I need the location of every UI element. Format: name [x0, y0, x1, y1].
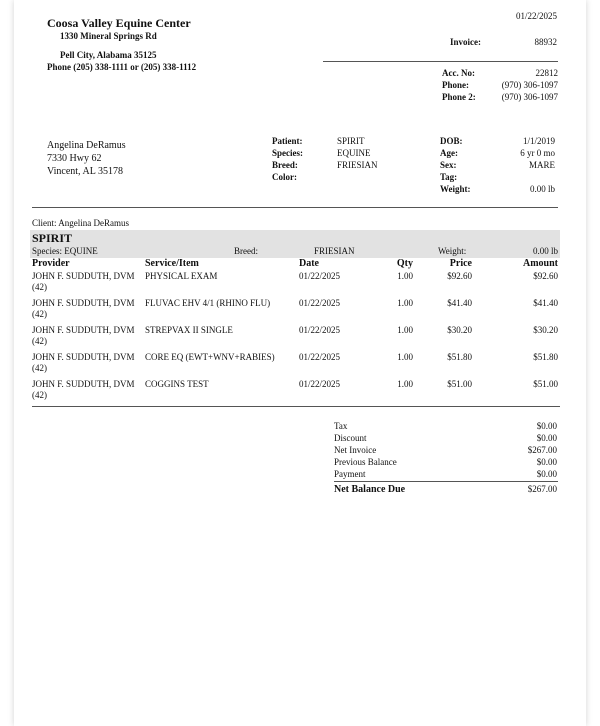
- patient-color: [337, 171, 378, 183]
- invoice-page: [14, 0, 586, 726]
- header-amount: Amount: [522, 258, 558, 269]
- client-address-line1: 7330 Hwy 62: [47, 153, 102, 164]
- table-row: [32, 298, 562, 326]
- row-provider: JOHN F. SUDDUTH, DVM: [32, 271, 135, 281]
- row-price: $51.80: [447, 352, 472, 362]
- net-balance-due-label: Net Balance Due: [334, 484, 406, 495]
- account-labels: [442, 67, 476, 103]
- row-amount: $51.00: [533, 379, 558, 389]
- clinic-address-line2: Pell City, Alabama 35125: [60, 50, 157, 60]
- row-date: 01/22/2025: [299, 325, 341, 335]
- net-balance-due-value: $267.00: [527, 484, 557, 494]
- totals-labels: [334, 420, 397, 480]
- client-line: Client: Angelina DeRamus: [32, 218, 129, 228]
- row-service: STREPVAX II SINGLE: [145, 325, 233, 335]
- row-date: 01/22/2025: [299, 352, 341, 362]
- table-row: [32, 379, 562, 407]
- header-divider: [323, 61, 558, 62]
- invoice-date: 01/22/2025: [515, 11, 557, 21]
- section-weight-label: Weight:: [438, 246, 467, 256]
- totals-values: [484, 420, 557, 480]
- net-invoice-label: Net Invoice: [334, 445, 377, 455]
- row-provider-code: (42): [32, 363, 47, 373]
- clinic-address-line1: 1330 Mineral Springs Rd: [60, 31, 157, 41]
- age-label: Age:: [440, 148, 458, 158]
- row-price: $41.40: [447, 298, 472, 308]
- section-breed-label: Breed:: [234, 246, 258, 256]
- tag-value: [484, 171, 555, 183]
- row-service: FLUVAC EHV 4/1 (RHINO FLU): [145, 298, 271, 308]
- header-qty: Qty: [396, 258, 413, 269]
- row-provider: JOHN F. SUDDUTH, DVM: [32, 379, 135, 389]
- weight-value: 0.00 lb: [529, 184, 555, 194]
- payment-label: Payment: [334, 469, 366, 479]
- account-phone: (970) 306-1097: [501, 80, 558, 90]
- row-amount: $92.60: [533, 271, 558, 281]
- table-row: [32, 352, 562, 380]
- row-date: 01/22/2025: [299, 298, 341, 308]
- row-provider-code: (42): [32, 336, 47, 346]
- discount-value: $0.00: [536, 433, 557, 443]
- totals-divider: [334, 481, 558, 482]
- patient-name: SPIRIT: [337, 136, 365, 146]
- client-name: Angelina DeRamus: [47, 140, 126, 151]
- patient-section-name: SPIRIT: [32, 231, 73, 245]
- account-number: 22812: [535, 68, 558, 78]
- row-provider-code: (42): [32, 390, 47, 400]
- row-amount: $30.20: [533, 325, 558, 335]
- clinic-name: Coosa Valley Equine Center: [47, 16, 191, 30]
- account-phone2-label: Phone 2:: [442, 92, 476, 102]
- invoice-number: 88932: [534, 37, 557, 47]
- net-invoice-value: $267.00: [527, 445, 557, 455]
- row-service: PHYSICAL EXAM: [145, 271, 218, 281]
- row-provider: JOHN F. SUDDUTH, DVM: [32, 352, 135, 362]
- row-qty: 1.00: [397, 298, 413, 308]
- patient-detail-labels: [440, 135, 471, 195]
- tag-label: Tag:: [440, 172, 458, 182]
- payment-value: $0.00: [536, 469, 557, 479]
- client-address-line2: Vincent, AL 35178: [47, 166, 123, 177]
- section-species: Species: EQUINE: [32, 246, 98, 256]
- patient-band: [30, 230, 560, 258]
- section-weight-value: 0.00 lb: [532, 246, 558, 256]
- row-provider-code: (42): [32, 309, 47, 319]
- table-bottom-divider: [32, 406, 560, 407]
- row-date: 01/22/2025: [299, 379, 341, 389]
- header-price: Price: [449, 258, 472, 269]
- dob-label: DOB:: [440, 136, 463, 146]
- previous-balance-value: $0.00: [536, 457, 557, 467]
- table-row: [32, 271, 562, 299]
- row-qty: 1.00: [397, 352, 413, 362]
- row-amount: $51.80: [533, 352, 558, 362]
- header-date: Date: [299, 258, 319, 269]
- clinic-phones: Phone (205) 338-1111 or (205) 338-1112: [47, 62, 197, 72]
- patient-species: EQUINE: [337, 148, 371, 158]
- patient-species-label: Species:: [272, 148, 303, 158]
- patient-color-label: Color:: [272, 172, 297, 182]
- row-price: $51.00: [447, 379, 472, 389]
- row-qty: 1.00: [397, 325, 413, 335]
- row-provider: JOHN F. SUDDUTH, DVM: [32, 325, 135, 335]
- patient-detail-values: [484, 135, 555, 195]
- discount-label: Discount: [334, 433, 367, 443]
- row-provider: JOHN F. SUDDUTH, DVM: [32, 298, 135, 308]
- row-provider-code: (42): [32, 282, 47, 292]
- patient-labels: [272, 135, 303, 183]
- row-service: CORE EQ (EWT+WNV+RABIES): [145, 352, 275, 362]
- invoice-number-label: Invoice:: [450, 37, 481, 47]
- row-qty: 1.00: [397, 271, 413, 281]
- sex-value: MARE: [528, 160, 555, 170]
- row-price: $92.60: [447, 271, 472, 281]
- age-value: 6 yr 0 mo: [520, 148, 555, 158]
- tax-label: Tax: [334, 421, 348, 431]
- account-phone-label: Phone:: [442, 80, 469, 90]
- patient-name-label: Patient:: [272, 136, 303, 146]
- section-divider: [32, 207, 558, 208]
- patient-breed-label: Breed:: [272, 160, 298, 170]
- weight-label: Weight:: [440, 184, 471, 194]
- row-qty: 1.00: [397, 379, 413, 389]
- patient-values: [337, 135, 378, 183]
- row-service: COGGINS TEST: [145, 379, 209, 389]
- dob-value: 1/1/2019: [522, 136, 555, 146]
- section-breed-value: FRIESIAN: [314, 246, 355, 256]
- row-amount: $41.40: [533, 298, 558, 308]
- row-date: 01/22/2025: [299, 271, 341, 281]
- header-service: Service/Item: [145, 258, 199, 269]
- account-phone2: (970) 306-1097: [501, 92, 558, 102]
- patient-breed: FRIESIAN: [337, 160, 378, 170]
- tax-value: $0.00: [536, 421, 557, 431]
- account-number-label: Acc. No:: [442, 68, 475, 78]
- account-values: [472, 67, 558, 103]
- table-row: [32, 325, 562, 353]
- sex-label: Sex:: [440, 160, 457, 170]
- previous-balance-label: Previous Balance: [334, 457, 397, 467]
- row-price: $30.20: [447, 325, 472, 335]
- header-provider: Provider: [32, 258, 70, 269]
